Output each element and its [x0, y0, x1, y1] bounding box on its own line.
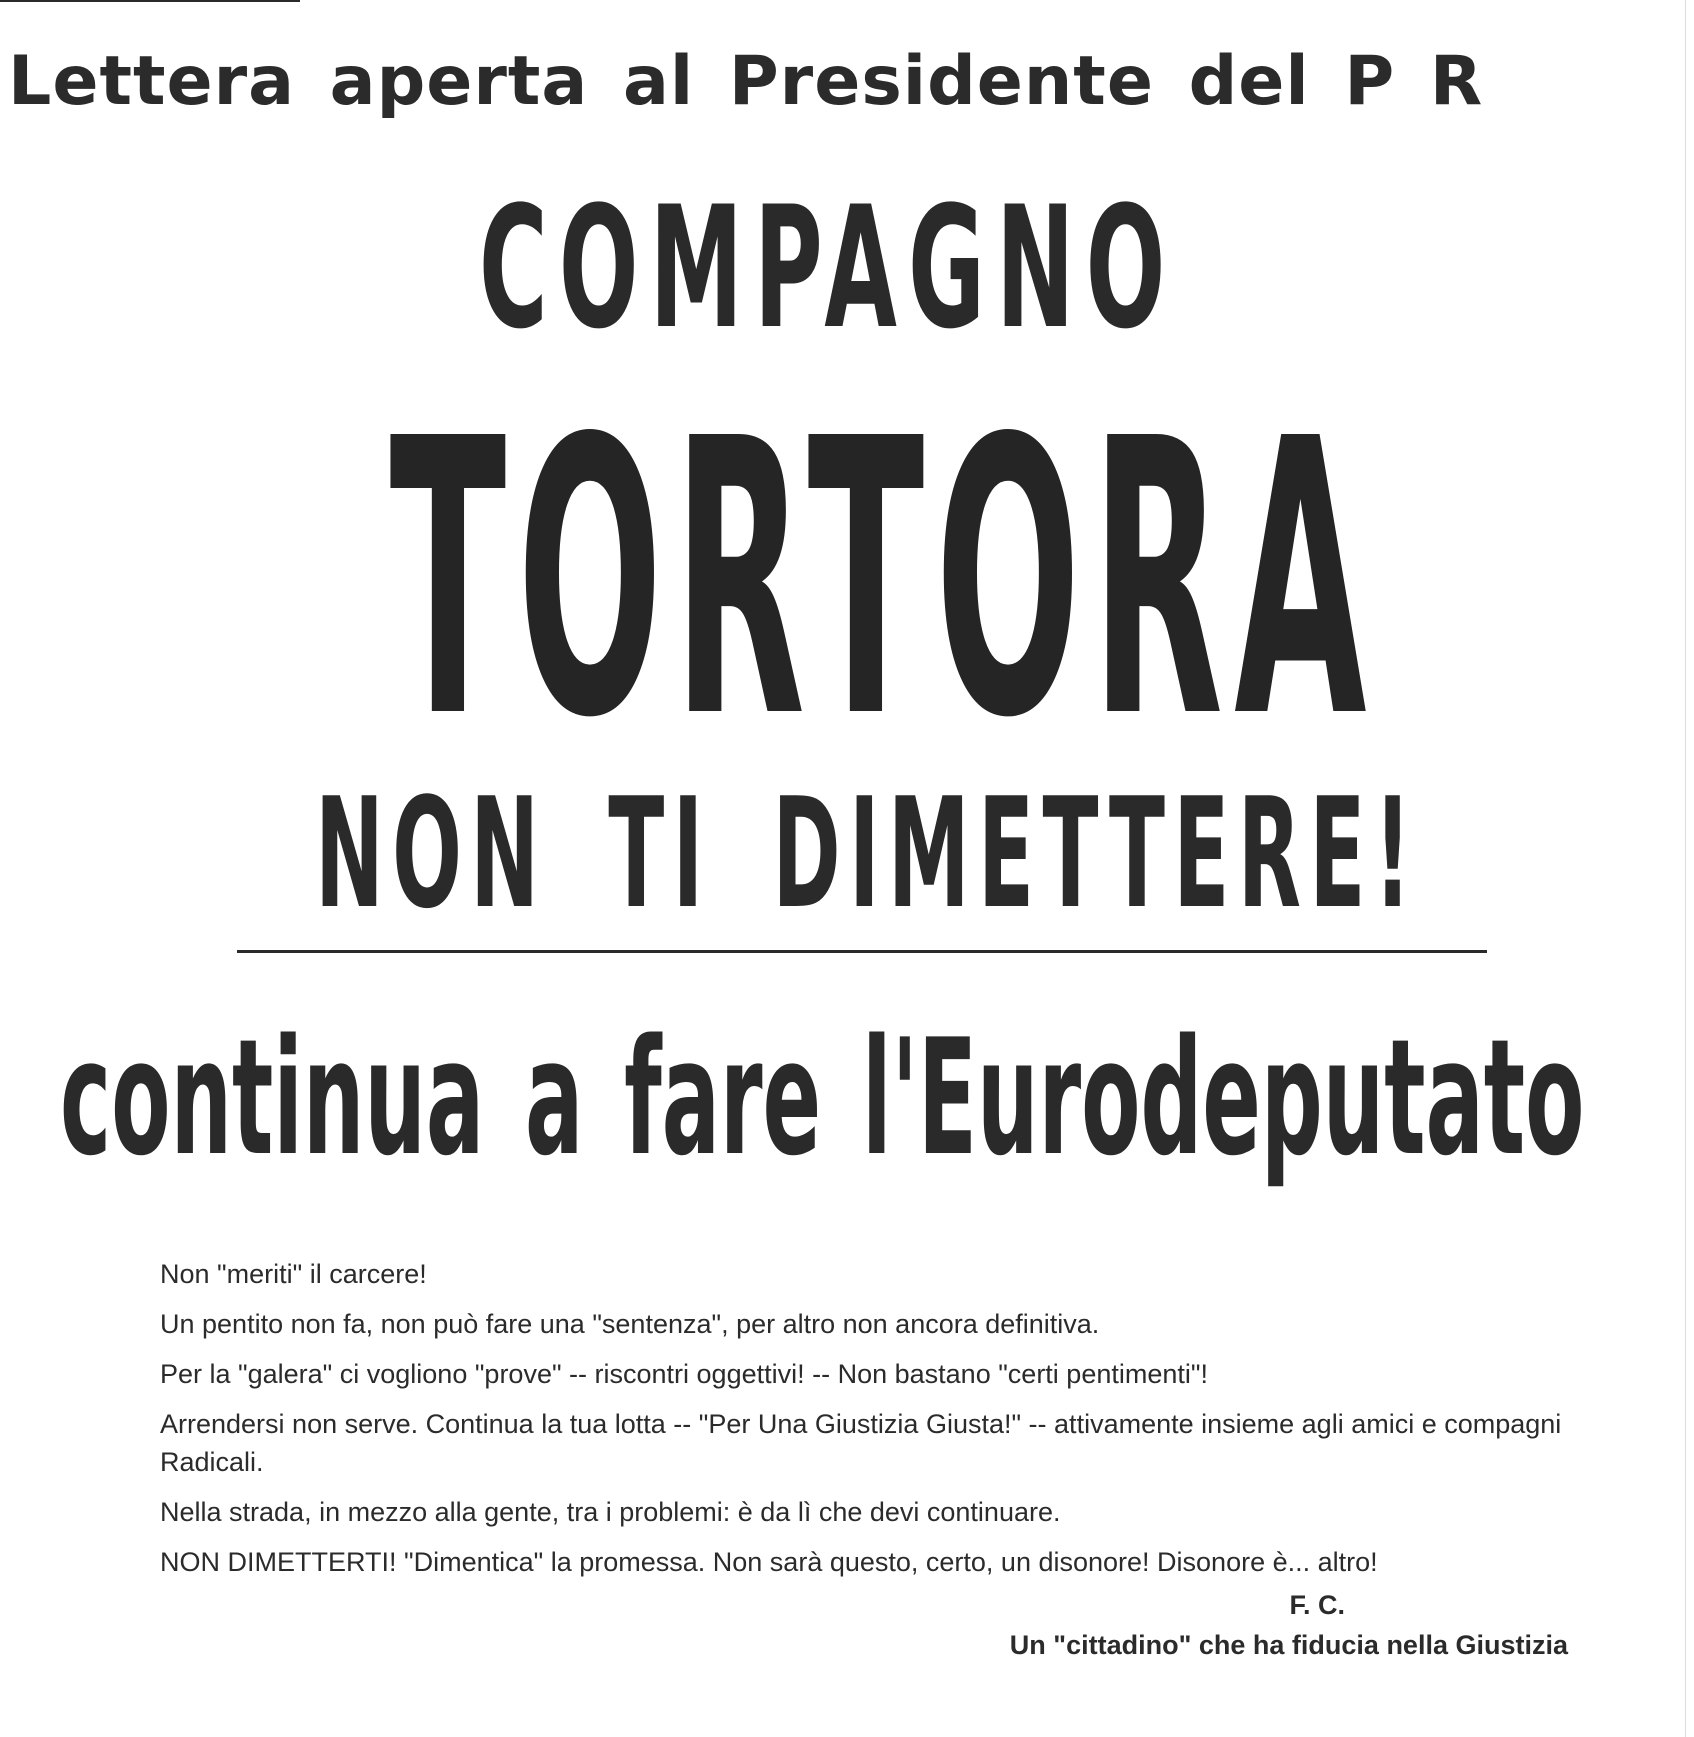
body-paragraph-3: Per la "galera" ci vogliono "prove" -- riscontri oggettivi! -- Non bastano "certi pentimenti"!: [160, 1359, 1208, 1389]
body-paragraph-5: Nella strada, in mezzo alla gente, tra i problemi: è da lì che devi continuare.: [160, 1497, 1061, 1527]
body-paragraph-2: Un pentito non fa, non può fare una "sentenza", per altro non ancora definitiva.: [160, 1309, 1100, 1339]
top-rule: [0, 0, 300, 2]
body-paragraph-6: NON DIMETTERTI! "Dimentica" la promessa. Non sarà questo, certo, un disonore! Disonore è... altro!: [160, 1547, 1378, 1577]
headline-compagno: COMPAGNO: [478, 170, 1177, 366]
signature-block: [1010, 1585, 1568, 1665]
body-paragraph-4: Arrendersi non serve. Continua la tua lotta -- "Per Una Giustizia Giusta!" -- attivamente insieme agli amici e compagni Radicali.: [160, 1409, 1562, 1477]
letter-body: [160, 1255, 1590, 1593]
subheadline-continua: continua a fare l'Eurodeputato: [60, 1004, 1585, 1191]
headline-tortora: TORTORA: [389, 358, 1378, 801]
letter-title: Lettera aperta al Presidente del P R: [8, 42, 1484, 121]
subheadline-clip: [0, 1000, 1625, 1200]
headline-underline: [237, 950, 1487, 953]
signature-tagline: Un "cittadino" che ha fiducia nella Giustizia: [1009, 1630, 1568, 1660]
headline-non-ti-dimettere: NON TI DIMETTERE!: [315, 765, 1420, 942]
body-paragraph-1: Non "meriti" il carcere!: [160, 1259, 427, 1289]
signature-initials: F. C.: [1289, 1590, 1345, 1620]
page-edge: [1685, 0, 1686, 1737]
